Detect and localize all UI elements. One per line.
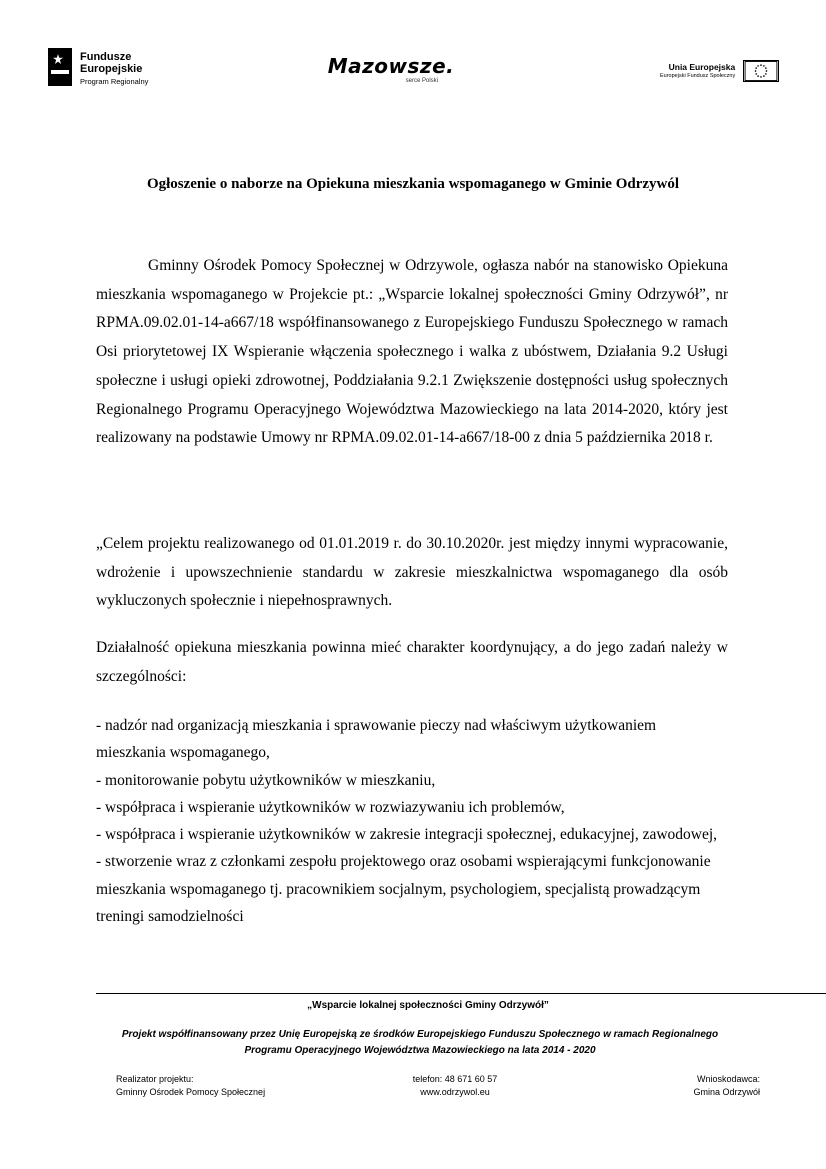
fe-logo-line1: Fundusze xyxy=(80,51,132,63)
mazowsze-logo-word: Mazowsze. xyxy=(327,54,455,78)
eu-flag-icon xyxy=(743,60,779,82)
goal-paragraph: „Celem projektu realizowanego od 01.01.2019 r. do 30.10.2020r. jest między innymi wypracowanie, wdrożenie i upowszechnienie standardu w zakresie mieszkalnictwa wspomaganego dla osób wykluczonych społecznie i niepełnosprawnych. xyxy=(96,535,728,610)
footer-implementer-label: Realizator projektu: xyxy=(116,1074,194,1084)
footer-implementer xyxy=(116,1073,265,1099)
footer-divider xyxy=(96,993,826,994)
list-item: - współpraca i wspieranie użytkowników w zakresie integracji społecznej, edukacyjnej, zawodowej, xyxy=(96,826,718,844)
duties-intro-paragraph: Działalność opiekuna mieszkania powinna mieć charakter koordynujący, a do jego zadań należy w szczególności: xyxy=(96,639,728,685)
fundusze-europejskie-icon xyxy=(48,48,72,86)
footer-website: www.odrzywol.eu xyxy=(420,1087,490,1097)
footer-applicant-label: Wnioskodawca: xyxy=(696,1074,760,1084)
mazowsze-logo-tagline: serce Polski xyxy=(405,78,438,84)
ue-logo-line2: Europejski Fundusz Społeczny xyxy=(660,72,736,79)
footer-project-name: „Wsparcie lokalnej społeczności Gminy Odrzywół” xyxy=(307,1000,549,1011)
document-title: Ogłoszenie o naborze na Opiekuna mieszkania wspomaganego w Gminie Odrzywól xyxy=(146,176,680,192)
footer-applicant xyxy=(660,1073,760,1099)
fe-logo-line2: Europejskie xyxy=(80,62,143,75)
footer-cofinancing-note: Projekt współfinansowany przez Unię Europejską ze środków Europejskiego Funduszu Społecznego w ramach Regionalnego Programu Operacyjnego Województwa Mazowieckiego na lata 2014 - 2020 xyxy=(121,1029,719,1056)
list-item: - monitorowanie pobytu użytkowników w mieszkaniu, xyxy=(96,771,436,789)
intro-paragraph: Gminny Ośrodek Pomocy Społecznej w Odrzywole, ogłasza nabór na stanowisko Opiekuna mieszkania wspomaganego w Projekcie pt.: „Wsparcie lokalnej społeczności Gminy Odrzywół”, nr RPMA.09.02.01-14-a667/18 współfinansowanego z Europejskiego Funduszu Społecznego w ramach Osi priorytetowej IX Wspieranie włączenia społecznego i walka z ubóstwem, Działania 9.2 Usługi społeczne i usługi opieki zdrowotnej, Poddziałania 9.2.1 Zwiększenie dostępności usług społecznych Regionalnego Programu Operacyjnego Województwa Mazowieckiego na lata 2014-2020, który jest realizowany na podstawie Umowy nr RPMA.09.02.01-14-a667/18-00 z dnia 5 października 2018 r. xyxy=(96,257,728,447)
ue-logo-line1: Unia Europejska xyxy=(668,62,736,73)
mazowsze-logo xyxy=(326,56,456,84)
footer-implementer-value: Gminny Ośrodek Pomocy Społecznej xyxy=(116,1087,266,1097)
duties-list xyxy=(96,712,728,930)
fundusze-europejskie-logo xyxy=(48,48,148,86)
list-item: - nadzór nad organizacją mieszkania i sprawowanie pieczy nad właściwym użytkowaniem mieszkania wspomaganego, xyxy=(96,717,657,762)
unia-europejska-logo xyxy=(660,60,779,82)
list-item: - współpraca i wspieranie użytkowników w rozwiazywaniu ich problemów, xyxy=(96,798,565,816)
footer-applicant-value: Gmina Odrzywół xyxy=(693,1087,760,1097)
footer-contact xyxy=(370,1073,540,1099)
fe-logo-line3: Program Regionalny xyxy=(80,77,149,87)
list-item: - stworzenie wraz z członkami zespołu projektowego oraz osobami wspierającymi funkcjonowanie mieszkania wspomaganego tj. pracownikiem socjalnym, psychologiem, specjalistą prowadzącym treningi samodzielności xyxy=(96,853,711,926)
footer-phone: telefon: 48 671 60 57 xyxy=(412,1074,498,1084)
